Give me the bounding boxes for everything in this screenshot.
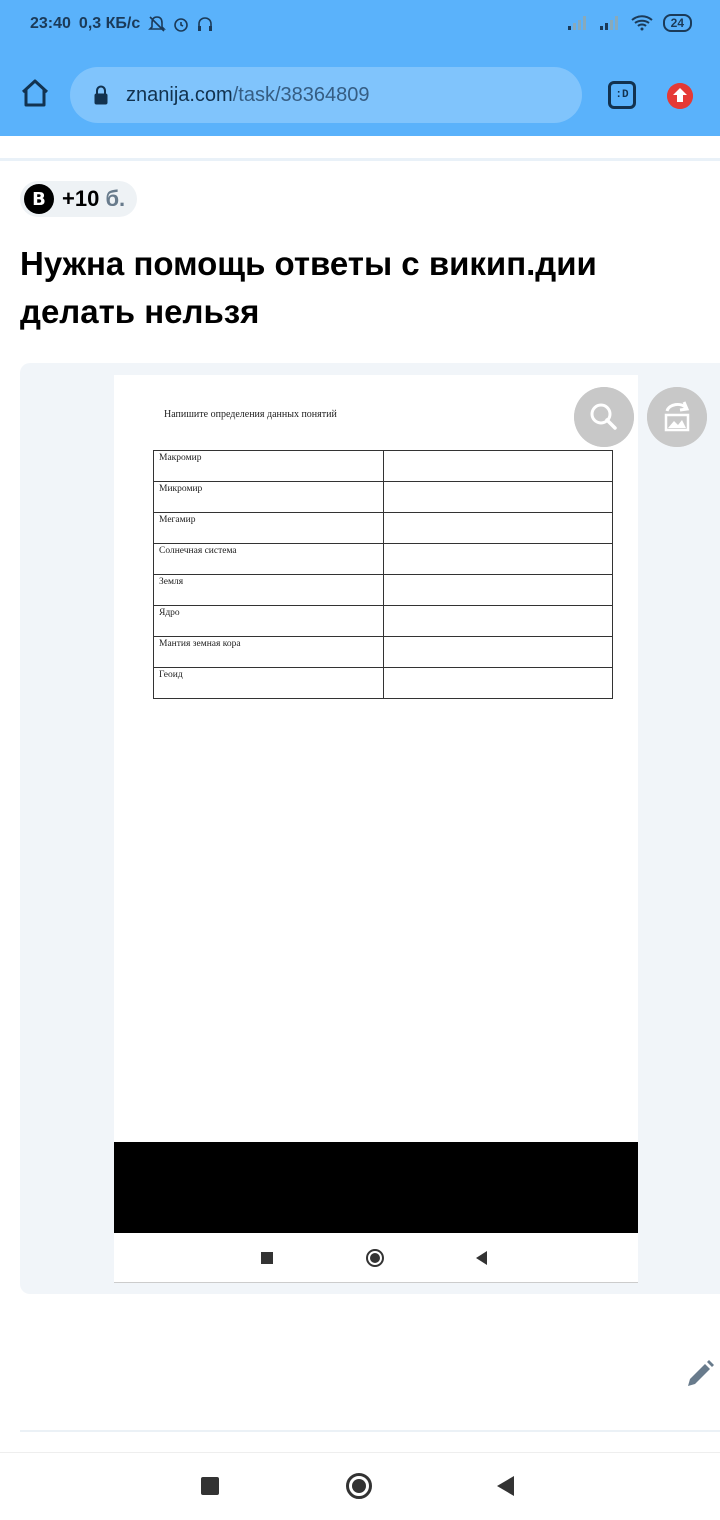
definitions-table — [153, 450, 613, 699]
table-row — [154, 544, 613, 575]
inner-recents-icon — [261, 1252, 273, 1264]
table-row — [154, 513, 613, 544]
rotate-image-icon[interactable] — [647, 387, 707, 447]
definition-cell — [384, 668, 613, 699]
definition-cell — [384, 575, 613, 606]
url-text — [126, 84, 370, 107]
doc-heading: Напишите определения данных понятий — [164, 409, 337, 420]
back-button[interactable] — [497, 1476, 514, 1496]
inner-back-icon — [476, 1251, 487, 1265]
headphones-icon — [196, 15, 214, 33]
update-icon[interactable] — [667, 83, 693, 109]
edit-pencil-icon[interactable] — [684, 1358, 716, 1390]
tabs-button[interactable]: :D — [608, 81, 636, 109]
term-cell: Ядро — [154, 606, 384, 637]
term-cell: Геоид — [154, 668, 384, 699]
definition-cell — [384, 606, 613, 637]
system-nav-bar — [0, 1452, 720, 1520]
definition-cell — [384, 451, 613, 482]
table-row — [154, 451, 613, 482]
alarm-icon — [172, 15, 190, 33]
signal-1-icon — [567, 15, 589, 31]
status-network-speed: 0,3 КБ/с — [78, 15, 141, 32]
points-text — [62, 186, 125, 212]
term-cell: Мантия земная кора — [154, 637, 384, 668]
signal-2-icon — [599, 15, 621, 31]
definition-cell — [384, 544, 613, 575]
screenshot-nav-bar — [114, 1233, 638, 1283]
home-button[interactable] — [346, 1473, 372, 1499]
status-bar — [0, 0, 720, 52]
brainly-logo-icon: B — [24, 184, 54, 214]
term-cell: Макромир — [154, 451, 384, 482]
wifi-icon — [631, 15, 653, 31]
screenshot-black-bar — [114, 1142, 638, 1233]
table-row — [154, 606, 613, 637]
term-cell: Мегамир — [154, 513, 384, 544]
term-cell: Микромир — [154, 482, 384, 513]
points-value: +10 — [62, 186, 100, 211]
home-icon[interactable] — [18, 76, 52, 110]
attachment-image[interactable] — [114, 375, 638, 1283]
recents-button[interactable] — [201, 1477, 219, 1495]
term-cell: Земля — [154, 575, 384, 606]
question-title: Нужна помощь ответы с викип.дии делать нельзя — [20, 245, 597, 330]
points-badge — [20, 181, 137, 217]
definition-cell — [384, 637, 613, 668]
points-unit: б. — [105, 186, 126, 211]
url-path: /task/38364809 — [232, 83, 370, 106]
status-right — [567, 14, 692, 32]
content-divider-top — [0, 158, 720, 161]
mute-bell-icon — [148, 15, 166, 33]
inner-home-icon — [366, 1249, 384, 1267]
url-domain: znanija.com — [126, 83, 233, 106]
term-cell: Солнечная система — [154, 544, 384, 575]
table-row — [154, 637, 613, 668]
browser-toolbar — [0, 52, 720, 136]
lock-icon — [94, 85, 108, 105]
address-bar[interactable] — [70, 67, 582, 123]
status-time: 23:40 — [30, 15, 71, 32]
table-row — [154, 482, 613, 513]
zoom-icon[interactable] — [574, 387, 634, 447]
definition-cell — [384, 513, 613, 544]
content-divider-bottom — [20, 1430, 720, 1432]
table-row — [154, 668, 613, 699]
battery-indicator: 24 — [663, 14, 692, 32]
table-row — [154, 575, 613, 606]
definition-cell — [384, 482, 613, 513]
status-left — [30, 15, 214, 33]
